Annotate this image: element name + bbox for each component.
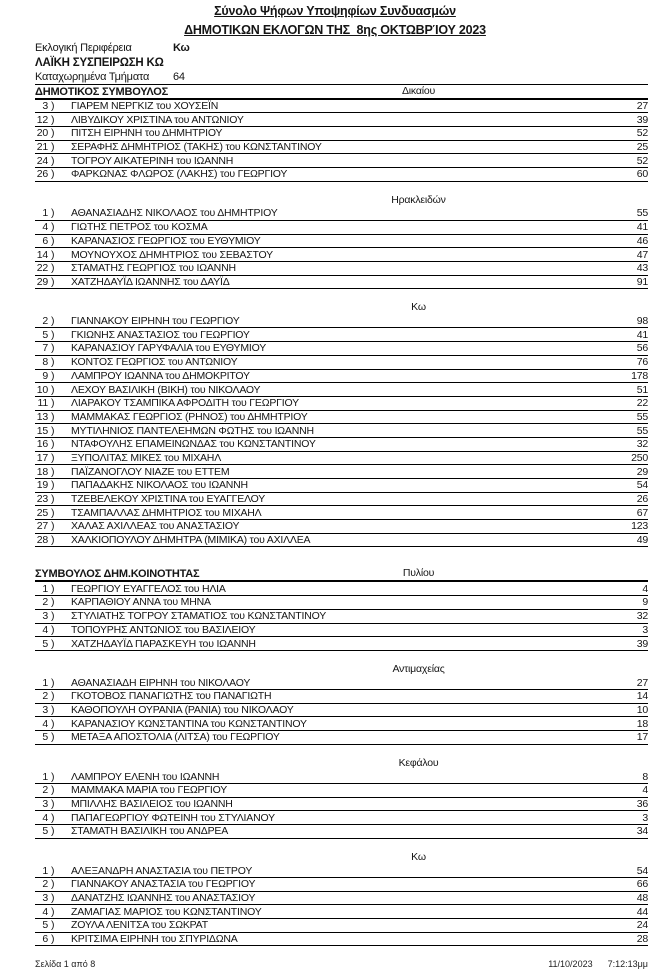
candidate-votes: 52 <box>636 127 648 140</box>
candidate-votes: 67 <box>636 506 648 519</box>
print-timestamp <box>548 959 648 969</box>
candidate-number-suffix: ) <box>51 113 55 126</box>
candidate-row <box>35 141 648 155</box>
candidate-number: 2 <box>42 690 48 703</box>
office-section <box>35 567 648 946</box>
candidate-name: ΓΚΟΤΟΒΟΣ ΠΑΝΑΓΙΩΤΗΣ του ΠΑΝΑΓΙΩΤΗ <box>71 690 272 703</box>
section-district-label: Πυλίου <box>402 567 435 580</box>
candidate-name: ΜΕΤΑΞΑ ΑΠΟΣΤΟΛΙΑ (ΛΙΤΣΑ) του ΓΕΩΡΓΙΟΥ <box>71 731 280 744</box>
candidate-number-suffix: ) <box>51 811 55 824</box>
candidate-name: ΝΤΑΦΟΥΛΗΣ ΕΠΑΜΕΙΝΩΝΔΑΣ του ΚΩΝΣΤΑΝΤΙΝΟΥ <box>71 438 316 451</box>
candidate-name: ΓΚΙΩΝΗΣ ΑΝΑΣΤΑΣΙΟΣ του ΓΕΩΡΓΙΟΥ <box>71 328 250 341</box>
candidate-name: ΛΑΜΠΡΟΥ ΕΛΕΝΗ του ΙΩΑΝΝΗ <box>71 770 220 783</box>
candidate-number: 29 <box>36 275 48 288</box>
candidate-row <box>35 520 648 534</box>
candidate-number: 3 <box>42 704 48 717</box>
candidate-votes: 66 <box>636 878 648 891</box>
candidate-number: 5 <box>42 637 48 650</box>
candidate-name: ΓΙΑΡΕΜ ΝΕΡΓΚΙΖ του ΧΟΥΣΕΪΝ <box>71 99 219 112</box>
candidate-name: ΣΤΑΜΑΤΗ ΒΑΣΙΛΙΚΗ του ΑΝΔΡΕΑ <box>71 825 228 838</box>
candidate-votes: 47 <box>636 248 648 261</box>
candidate-number-suffix: ) <box>51 891 55 904</box>
candidate-number: 15 <box>36 424 48 437</box>
section-header <box>35 85 648 100</box>
page-footer <box>35 959 648 969</box>
candidate-number-suffix: ) <box>51 690 55 703</box>
candidate-name: ΤΟΓΡΟΥ ΑΙΚΑΤΕΡΙΝΗ του ΙΩΑΝΝΗ <box>71 154 234 167</box>
candidate-number: 6 <box>42 933 48 946</box>
candidate-name: ΔΑΝΑΤΖΗΣ ΙΩΑΝΝΗΣ του ΑΝΑΣΤΑΣΙΟΥ <box>71 891 256 904</box>
candidate-row <box>35 356 648 370</box>
candidate-name: ΤΟΠΟΥΡΗΣ ΑΝΤΩΝΙΟΣ του ΒΑΣΙΛΕΙΟΥ <box>71 623 256 636</box>
candidate-row <box>35 690 648 704</box>
candidate-row <box>35 892 648 906</box>
candidate-votes: 41 <box>636 328 648 341</box>
candidate-name: ΚΑΡΑΝΑΣΙΟΥ ΓΑΡΥΦΑΛΙΑ του ΕΥΘΥΜΙΟΥ <box>71 342 267 355</box>
candidate-name: ΖΑΜΑΓΙΑΣ ΜΑΡΙΟΣ του ΚΩΝΣΤΑΝΤΙΝΟΥ <box>71 905 262 918</box>
candidate-row <box>35 397 648 411</box>
candidate-number: 11 <box>37 397 48 410</box>
district-label: Κω <box>411 850 426 863</box>
candidate-row <box>35 113 648 127</box>
candidate-number-suffix: ) <box>51 534 55 547</box>
candidate-votes: 48 <box>636 891 648 904</box>
registered-sections-value: 64 <box>173 70 185 83</box>
candidate-number-suffix: ) <box>51 825 55 838</box>
candidate-number-suffix: ) <box>51 493 55 506</box>
candidate-votes: 8 <box>642 770 648 783</box>
candidate-votes: 56 <box>636 342 648 355</box>
candidate-number: 7 <box>42 342 48 355</box>
candidate-votes: 27 <box>636 99 648 112</box>
candidate-number-suffix: ) <box>51 397 55 410</box>
candidate-row <box>35 438 648 452</box>
candidate-row <box>35 248 648 262</box>
candidate-votes: 9 <box>642 596 648 609</box>
candidate-number: 27 <box>36 520 48 533</box>
candidate-votes: 32 <box>636 438 648 451</box>
candidate-row <box>35 235 648 249</box>
candidate-number-suffix: ) <box>51 610 55 623</box>
candidate-number: 4 <box>42 221 48 234</box>
candidate-number: 19 <box>36 479 48 492</box>
candidate-number: 24 <box>36 154 48 167</box>
candidate-row <box>35 493 648 507</box>
candidate-number-suffix: ) <box>51 770 55 783</box>
candidate-name: ΓΙΑΝΝΑΚΟΥ ΕΙΡΗΝΗ του ΓΕΩΡΓΙΟΥ <box>71 315 240 328</box>
candidate-row <box>35 676 648 690</box>
candidate-name: ΑΛΕΞΑΝΔΡΗ ΑΝΑΣΤΑΣΙΑ του ΠΕΤΡΟΥ <box>71 864 253 877</box>
candidate-name: ΠΑΪΖΑΝΟΓΛΟΥ ΝΙΑΖΕ του ΕΤΤΕΜ <box>71 465 230 478</box>
registered-sections-row <box>35 70 648 85</box>
candidate-number: 8 <box>42 356 48 369</box>
candidate-votes: 250 <box>631 451 648 464</box>
candidate-name: ΧΑΛΚΙΟΠΟΥΛΟΥ ΔΗΜΗΤΡΑ (ΜΙΜΙΚΑ) του ΑΧΙΛΛΕΑ <box>71 534 311 547</box>
candidate-row <box>35 154 648 168</box>
candidate-number-suffix: ) <box>51 154 55 167</box>
region-row <box>35 41 648 56</box>
candidate-number-suffix: ) <box>51 451 55 464</box>
candidate-number-suffix: ) <box>51 582 55 595</box>
candidate-number: 9 <box>42 369 48 382</box>
candidate-votes: 54 <box>636 864 648 877</box>
candidate-votes: 76 <box>636 356 648 369</box>
candidate-name: ΚΑΡΠΑΘΙΟΥ ΑΝΝΑ του ΜΗΝΑ <box>71 596 211 609</box>
candidate-number-suffix: ) <box>51 919 55 932</box>
candidate-name: ΑΘΑΝΑΣΙΑΔΗΣ ΝΙΚΟΛΑΟΣ του ΔΗΜΗΤΡΙΟΥ <box>71 207 278 220</box>
candidate-number: 20 <box>36 127 48 140</box>
candidate-number-suffix: ) <box>51 905 55 918</box>
district-label: Ηρακλειδών <box>391 193 446 206</box>
section-header <box>35 567 648 582</box>
print-date: 11/10/2023 <box>548 959 593 969</box>
candidate-name: ΠΑΠΑΓΕΩΡΓΙΟΥ ΦΩΤΕΙΝΗ του ΣΤΥΛΙΑΝΟΥ <box>71 811 275 824</box>
candidate-number: 2 <box>42 596 48 609</box>
candidate-name: ΓΙΩΤΗΣ ΠΕΤΡΟΣ του ΚΟΣΜΑ <box>71 221 208 234</box>
candidate-votes: 39 <box>636 113 648 126</box>
candidate-number-suffix: ) <box>51 784 55 797</box>
candidate-row <box>35 262 648 276</box>
candidate-votes: 52 <box>636 154 648 167</box>
section-title: ΣΥΜΒΟΥΛΟΣ ΔΗΜ.ΚΟΙΝΟΤΗΤΑΣ <box>35 568 200 581</box>
region-value: Κω <box>173 42 190 55</box>
candidate-number-suffix: ) <box>51 383 55 396</box>
candidate-row <box>35 784 648 798</box>
candidate-name: ΛΑΜΠΡΟΥ ΙΩΑΝΝΑ του ΔΗΜΟΚΡΙΤΟΥ <box>71 369 250 382</box>
candidate-votes: 178 <box>631 369 648 382</box>
candidate-number-suffix: ) <box>51 438 55 451</box>
candidate-votes: 55 <box>636 410 648 423</box>
candidate-name: ΦΑΡΚΩΝΑΣ ΦΛΩΡΟΣ (ΛΑΚΗΣ) του ΓΕΩΡΓΙΟΥ <box>71 168 288 181</box>
candidate-number: 1 <box>42 770 48 783</box>
candidate-votes: 29 <box>636 465 648 478</box>
candidate-name: ΑΘΑΝΑΣΙΑΔΗ ΕΙΡΗΝΗ του ΝΙΚΟΛΑΟΥ <box>71 676 251 689</box>
candidate-number-suffix: ) <box>51 637 55 650</box>
candidate-number: 5 <box>42 919 48 932</box>
candidate-number: 13 <box>36 410 48 423</box>
party-name: ΛΑΪΚΗ ΣΥΣΠΕΙΡΩΣΗ ΚΩ <box>35 56 164 69</box>
candidate-number: 16 <box>36 438 48 451</box>
candidate-number-suffix: ) <box>51 315 55 328</box>
candidate-number: 10 <box>36 383 48 396</box>
candidate-name: ΛΕΧΟΥ ΒΑΣΙΛΙΚΗ (ΒΙΚΗ) του ΝΙΚΟΛΑΟΥ <box>71 383 261 396</box>
candidate-number-suffix: ) <box>51 676 55 689</box>
candidate-number-suffix: ) <box>51 262 55 275</box>
candidate-number: 26 <box>36 168 48 181</box>
candidate-row <box>35 637 648 651</box>
candidate-row <box>35 878 648 892</box>
district-label: Αντιμαχείας <box>392 662 445 675</box>
page-number: Σελίδα 1 από 8 <box>35 959 96 969</box>
candidate-votes: 4 <box>642 784 648 797</box>
candidate-row <box>35 315 648 329</box>
candidate-number: 6 <box>42 234 48 247</box>
candidate-number-suffix: ) <box>51 596 55 609</box>
candidate-number: 3 <box>42 891 48 904</box>
candidate-number-suffix: ) <box>51 506 55 519</box>
candidate-name: ΓΙΑΝΝΑΚΟΥ ΑΝΑΣΤΑΣΙΑ του ΓΕΩΡΓΙΟΥ <box>71 878 256 891</box>
candidate-name: ΣΕΡΑΦΗΣ ΔΗΜΗΤΡΙΟΣ (ΤΑΚΗΣ) του ΚΩΝΣΤΑΝΤΙΝΟΥ <box>71 140 322 153</box>
candidate-row <box>35 370 648 384</box>
candidate-row <box>35 276 648 290</box>
candidate-number: 14 <box>36 248 48 261</box>
candidate-number: 2 <box>42 315 48 328</box>
candidate-votes: 91 <box>636 275 648 288</box>
candidate-row <box>35 328 648 342</box>
candidate-votes: 60 <box>636 168 648 181</box>
candidate-row <box>35 624 648 638</box>
district-label: Κω <box>411 301 426 314</box>
candidate-number: 4 <box>42 717 48 730</box>
candidate-votes: 36 <box>636 798 648 811</box>
candidate-number-suffix: ) <box>51 234 55 247</box>
candidate-row <box>35 100 648 114</box>
candidate-number-suffix: ) <box>51 168 55 181</box>
candidate-votes: 32 <box>636 610 648 623</box>
candidate-name: ΤΖΕΒΕΛΕΚΟΥ ΧΡΙΣΤΙΝΑ του ΕΥΑΓΓΕΛΟΥ <box>71 493 266 506</box>
candidate-number: 4 <box>42 811 48 824</box>
candidate-row <box>35 933 648 947</box>
candidate-row <box>35 452 648 466</box>
candidate-row <box>35 731 648 745</box>
candidate-row <box>35 582 648 596</box>
candidate-votes: 34 <box>636 825 648 838</box>
candidate-name: ΜΑΜΜΑΚΑ ΜΑΡΙΑ του ΓΕΩΡΓΙΟΥ <box>71 784 228 797</box>
candidate-votes: 28 <box>636 933 648 946</box>
candidate-number-suffix: ) <box>51 717 55 730</box>
section-body <box>35 582 648 946</box>
candidate-row <box>35 811 648 825</box>
report-title-line2: ΔΗΜΟΤΙΚΩΝ ΕΚΛΟΓΩΝ ΤΗΣ 8ης ΟΚΤΩΒΡΊΟΥ 2023 <box>184 23 486 37</box>
candidate-name: ΛΙΒΥΔΙΚΟΥ ΧΡΙΣΤΙΝΑ του ΑΝΤΩΝΙΟΥ <box>71 113 244 126</box>
candidate-number-suffix: ) <box>51 248 55 261</box>
candidate-name: ΣΤΥΛΙΑΤΗΣ ΤΟΓΡΟΥ ΣΤΑΜΑΤΙΟΣ του ΚΩΝΣΤΑΝΤΙΝΟΥ <box>71 610 327 623</box>
candidate-votes: 39 <box>636 637 648 650</box>
candidate-votes: 25 <box>636 140 648 153</box>
candidate-votes: 17 <box>636 731 648 744</box>
candidate-row <box>35 864 648 878</box>
candidate-votes: 26 <box>636 493 648 506</box>
candidate-name: ΜΑΜΜΑΚΑΣ ΓΕΩΡΓΙΟΣ (ΡΗΝΟΣ) του ΔΗΜΗΤΡΙΟΥ <box>71 410 308 423</box>
candidate-number: 21 <box>36 140 48 153</box>
candidate-row <box>35 798 648 812</box>
candidate-number: 1 <box>42 676 48 689</box>
candidate-name: ΚΑΡΑΝΑΣΙΟΣ ΓΕΩΡΓΙΟΣ του ΕΥΘΥΜΙΟΥ <box>71 234 261 247</box>
candidate-number: 5 <box>42 731 48 744</box>
candidate-number-suffix: ) <box>51 221 55 234</box>
candidate-row <box>35 127 648 141</box>
candidate-name: ΜΟΥΝΟΥΧΟΣ ΔΗΜΗΤΡΙΟΣ του ΣΕΒΑΣΤΟΥ <box>71 248 273 261</box>
candidate-votes: 54 <box>636 479 648 492</box>
candidate-votes: 41 <box>636 221 648 234</box>
candidate-number-suffix: ) <box>51 410 55 423</box>
candidate-row <box>35 506 648 520</box>
candidate-number: 3 <box>42 99 48 112</box>
candidate-number-suffix: ) <box>51 479 55 492</box>
candidate-number: 4 <box>42 623 48 636</box>
candidate-number-suffix: ) <box>51 207 55 220</box>
candidate-name: ΓΕΩΡΓΙΟΥ ΕΥΑΓΓΕΛΟΣ του ΗΛΙΑ <box>71 582 226 595</box>
candidate-number: 25 <box>36 506 48 519</box>
candidate-number-suffix: ) <box>51 731 55 744</box>
candidate-votes: 24 <box>636 919 648 932</box>
candidate-number-suffix: ) <box>51 369 55 382</box>
candidate-votes: 55 <box>636 424 648 437</box>
candidate-number-suffix: ) <box>51 424 55 437</box>
candidate-votes: 3 <box>642 811 648 824</box>
candidate-name: ΛΙΑΡΑΚΟΥ ΤΣΑΜΠΙΚΑ ΑΦΡΟΔΙΤΗ του ΓΕΩΡΓΙΟΥ <box>71 397 299 410</box>
registered-sections-label: Καταχωρημένα Τμήματα <box>35 70 150 83</box>
candidate-number: 4 <box>42 905 48 918</box>
candidate-row <box>35 342 648 356</box>
print-time: 7:12:13μμ <box>607 959 648 969</box>
candidate-name: ΞΥΠΟΛΙΤΑΣ ΜΙΚΕΣ του ΜΙΧΑΗΛ <box>71 451 222 464</box>
candidate-row <box>35 424 648 438</box>
candidate-number: 1 <box>42 864 48 877</box>
candidate-name: ΧΑΤΖΗΔΑΥΪΔ ΠΑΡΑΣΚΕΥΗ του ΙΩΑΝΝΗ <box>71 637 256 650</box>
candidate-votes: 3 <box>642 623 648 636</box>
candidate-number: 2 <box>42 878 48 891</box>
candidate-votes: 43 <box>636 262 648 275</box>
candidate-votes: 51 <box>636 383 648 396</box>
candidate-number: 5 <box>42 825 48 838</box>
candidate-number: 1 <box>42 582 48 595</box>
candidate-row <box>35 610 648 624</box>
candidate-row <box>35 905 648 919</box>
candidate-number-suffix: ) <box>51 878 55 891</box>
candidate-number-suffix: ) <box>51 99 55 112</box>
candidate-votes: 27 <box>636 676 648 689</box>
candidate-votes: 98 <box>636 315 648 328</box>
candidate-votes: 44 <box>636 905 648 918</box>
candidate-number: 2 <box>42 784 48 797</box>
candidate-name: ΠΙΤΣΗ ΕΙΡΗΝΗ του ΔΗΜΗΤΡΙΟΥ <box>71 127 223 140</box>
candidate-name: ΜΠΙΛΛΗΣ ΒΑΣΙΛΕΙΟΣ του ΙΩΑΝΝΗ <box>71 798 233 811</box>
candidate-row <box>35 596 648 610</box>
candidate-votes: 14 <box>636 690 648 703</box>
candidate-number-suffix: ) <box>51 342 55 355</box>
candidate-number-suffix: ) <box>51 623 55 636</box>
candidate-votes: 123 <box>631 520 648 533</box>
candidate-row <box>35 207 648 221</box>
candidate-row <box>35 479 648 493</box>
candidate-number: 23 <box>36 493 48 506</box>
candidate-name: ΚΑΡΑΝΑΣΙΟΥ ΚΩΝΣΤΑΝΤΙΝΑ του ΚΩΝΣΤΑΝΤΙΝΟΥ <box>71 717 307 730</box>
candidate-row <box>35 534 648 548</box>
candidate-row <box>35 383 648 397</box>
candidate-row <box>35 221 648 235</box>
candidate-row <box>35 770 648 784</box>
section-district-label: Δικαίου <box>401 84 436 97</box>
report-meta <box>35 41 648 85</box>
candidate-name: ΜΥΤΙΛΗΝΙΟΣ ΠΑΝΤΕΛΕΗΜΩΝ ΦΩΤΗΣ του ΙΩΑΝΝΗ <box>71 424 314 437</box>
candidate-number: 28 <box>36 534 48 547</box>
district-label: Κεφάλου <box>398 756 439 769</box>
candidate-name: ΠΑΠΑΔΑΚΗΣ ΝΙΚΟΛΑΟΣ του ΙΩΑΝΝΗ <box>71 479 248 492</box>
candidate-number-suffix: ) <box>51 140 55 153</box>
candidate-row <box>35 168 648 182</box>
candidate-votes: 22 <box>636 397 648 410</box>
candidate-row <box>35 704 648 718</box>
candidate-number: 12 <box>36 113 48 126</box>
region-label: Εκλογική Περιφέρεια <box>35 42 132 55</box>
candidate-name: ΣΤΑΜΑΤΗΣ ΓΕΩΡΓΙΟΣ του ΙΩΑΝΝΗ <box>71 262 236 275</box>
candidate-votes: 4 <box>642 582 648 595</box>
candidate-row <box>35 825 648 839</box>
candidate-number: 1 <box>42 207 48 220</box>
candidate-number: 3 <box>42 798 48 811</box>
candidate-number-suffix: ) <box>51 465 55 478</box>
candidate-votes: 18 <box>636 717 648 730</box>
candidate-number: 17 <box>36 451 48 464</box>
candidate-number-suffix: ) <box>51 798 55 811</box>
candidate-number-suffix: ) <box>51 127 55 140</box>
candidate-name: ΚΟΝΤΟΣ ΓΕΩΡΓΙΟΣ του ΑΝΤΩΝΙΟΥ <box>71 356 238 369</box>
candidate-name: ΚΡΙΤΣΙΜΑ ΕΙΡΗΝΗ του ΣΠΥΡΙΔΩΝΑ <box>71 933 238 946</box>
candidate-number-suffix: ) <box>51 864 55 877</box>
candidate-row <box>35 411 648 425</box>
candidate-number-suffix: ) <box>51 328 55 341</box>
candidate-number: 22 <box>36 262 48 275</box>
candidate-name: ΧΑΤΖΗΔΑΥΪΔ ΙΩΑΝΝΗΣ του ΔΑΥΪΔ <box>71 275 230 288</box>
candidate-name: ΚΑΘΟΠΟΥΛΗ ΟΥΡΑΝΙΑ (ΡΑΝΙΑ) του ΝΙΚΟΛΑΟΥ <box>71 704 294 717</box>
candidate-number: 5 <box>42 328 48 341</box>
candidate-number-suffix: ) <box>51 275 55 288</box>
candidate-name: ΤΣΑΜΠΑΛΛΑΣ ΔΗΜΗΤΡΙΟΣ του ΜΙΧΑΗΛ <box>71 506 262 519</box>
candidate-name: ΧΑΛΑΣ ΑΧΙΛΛΕΑΣ του ΑΝΑΣΤΑΣΙΟΥ <box>71 520 240 533</box>
candidate-number-suffix: ) <box>51 520 55 533</box>
section-body <box>35 100 648 548</box>
candidate-number: 18 <box>36 465 48 478</box>
candidate-votes: 10 <box>636 704 648 717</box>
report-title-line1: Σύνολο Ψήφων Υποψηφίων Συνδυασμών <box>214 4 456 18</box>
candidate-votes: 46 <box>636 234 648 247</box>
candidate-name: ΖΟΥΛΑ ΛΕΝΙΤΣΑ του ΣΩΚΡΑΤ <box>71 919 208 932</box>
section-title: ΔΗΜΟΤΙΚΟΣ ΣΥΜΒΟΥΛΟΣ <box>35 85 169 98</box>
office-section <box>35 85 648 548</box>
candidate-number-suffix: ) <box>51 356 55 369</box>
sections-root <box>35 85 648 947</box>
candidate-votes: 49 <box>636 534 648 547</box>
candidate-row <box>35 465 648 479</box>
candidate-number-suffix: ) <box>51 704 55 717</box>
candidate-row <box>35 717 648 731</box>
candidate-number: 3 <box>42 610 48 623</box>
candidate-number-suffix: ) <box>51 933 55 946</box>
candidate-row <box>35 919 648 933</box>
candidate-votes: 55 <box>636 207 648 220</box>
